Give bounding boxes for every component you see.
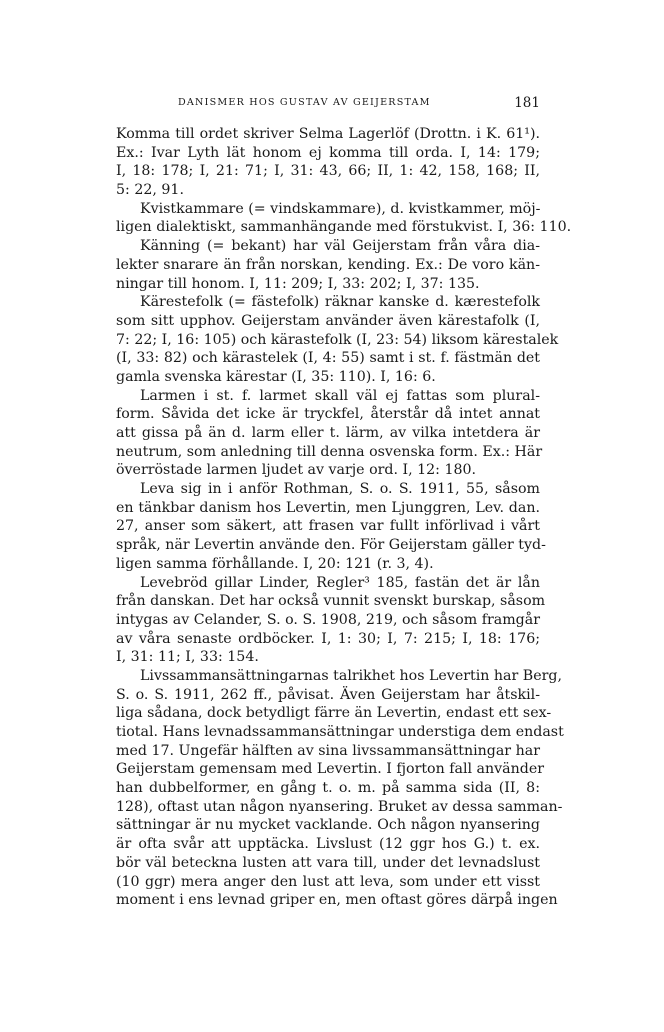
- page-number: 181: [514, 95, 540, 111]
- text-line: som sitt upphov. Geijerstam använder även kärestafolk (I,: [116, 312, 540, 329]
- text-line: neutrum, som anledning till denna osvenska form. Ex.: Här: [116, 443, 543, 460]
- text-line: Kvistkammare (= vindskammare), d. kvistkammer, möj-: [140, 200, 541, 217]
- text-line: liga sådana, dock betydligt färre än Levertin, endast ett sex-: [116, 705, 552, 722]
- text-line: intygas av Celander, S. o. S. 1908, 219, och såsom framgår: [116, 611, 540, 628]
- text-line: ligen dialektiskt, sammanhängande med förstukvist. I, 36: 110.: [116, 219, 572, 236]
- text-line: en tänkbar danism hos Levertin, men Ljunggren, Lev. dan.: [116, 499, 540, 516]
- text-line: Känning (= bekant) har väl Geijerstam från våra dia-: [140, 238, 540, 255]
- text-line: Larmen i st. f. larmet skall väl ej fattas som plural-: [140, 387, 540, 404]
- text-line: 128), oftast utan någon nyansering. Bruket av dessa samman-: [116, 798, 563, 815]
- text-line: sättningar är nu mycket vacklande. Och någon nyansering: [116, 817, 540, 834]
- text-line: ligen samma förhållande. I, 20: 121 (r. 3, 4).: [116, 555, 434, 572]
- text-line: språk, när Levertin använde den. För Geijerstam gäller tyd-: [116, 537, 546, 554]
- text-line: 27, anser som säkert, att frasen var fullt införlivad i vårt: [116, 518, 540, 535]
- text-line: från danskan. Det har också vunnit svenskt burskap, såsom: [116, 593, 546, 610]
- text-line: överröstade larmen ljudet av varje ord. I, 12: 180.: [116, 462, 477, 479]
- text-line: moment i ens levnad griper en, men oftast göres därpå ingen: [116, 892, 558, 909]
- body-text: [116, 125, 572, 910]
- text-line: Ex.: Ivar Lyth lät honom ej komma till orda. I, 14: 179;: [116, 144, 540, 161]
- text-line: 5: 22, 91.: [116, 182, 184, 199]
- text-line: Kärestefolk (= fästefolk) räknar kanske d. kærestefolk: [140, 294, 540, 311]
- text-line: I, 18: 178; I, 21: 71; I, 31: 43, 66; II, 1: 42, 158, 168; II,: [116, 163, 540, 180]
- text-line: form. Såvida det icke är tryckfel, återstår då intet annat: [116, 406, 540, 423]
- text-line: lekter snarare än från norskan, kending. Ex.: De voro kän-: [116, 256, 540, 273]
- text-line: gamla svenska kärestar (I, 35: 110). I, 16: 6.: [116, 368, 436, 385]
- text-line: ningar till honom. I, 11: 209; I, 33: 202; I, 37: 135.: [116, 275, 480, 292]
- text-line: I, 31: 11; I, 33: 154.: [116, 649, 259, 666]
- text-line: Leva sig in i anför Rothman, S. o. S. 1911, 55, såsom: [140, 481, 540, 498]
- text-line: är ofta svår att upptäcka. Livslust (12 ggr hos G.) t. ex.: [116, 836, 540, 853]
- text-line: av våra senaste ordböcker. I, 1: 30; I, 7: 215; I, 18: 176;: [116, 630, 540, 647]
- text-line: Levebröd gillar Linder, Regler³ 185, fastän det är lån: [140, 574, 540, 591]
- text-line: (I, 33: 82) och kärastelek (I, 4: 55) samt i st. f. fästmän det: [116, 350, 540, 367]
- text-line: S. o. S. 1911, 262 ff., påvisat. Även Geijerstam har åtskil-: [116, 686, 540, 703]
- text-line: Komma till ordet skriver Selma Lagerlöf (Drottn. i K. 61¹).: [116, 126, 540, 142]
- text-line: han dubbelformer, en gång t. o. m. på samma sida (II, 8:: [116, 780, 540, 797]
- page-header: [116, 97, 540, 117]
- text-line: 7: 22; I, 16: 105) och kärastefolk (I, 23: 54) liksom kärestalek: [116, 331, 559, 348]
- text-line: med 17. Ungefär hälften av sina livssammansättningar har: [116, 742, 540, 759]
- text-line: Geijerstam gemensam med Levertin. I fjorton fall använder: [116, 761, 545, 778]
- text-line: bör väl beteckna lusten att vara till, under det levnadslust: [116, 854, 540, 871]
- text-line: Livssammansättningarnas talrikhet hos Levertin har Berg,: [140, 667, 562, 684]
- text-line: (10 ggr) mera anger den lust att leva, som under ett visst: [116, 873, 540, 890]
- text-line: tiotal. Hans levnadssammansättningar understiga dem endast: [116, 724, 564, 740]
- text-line: att gissa på än d. larm eller t. lärm, av vilka intetdera är: [116, 425, 540, 441]
- running-title: DANISMER HOS GUSTAV AV GEIJERSTAM: [178, 97, 431, 108]
